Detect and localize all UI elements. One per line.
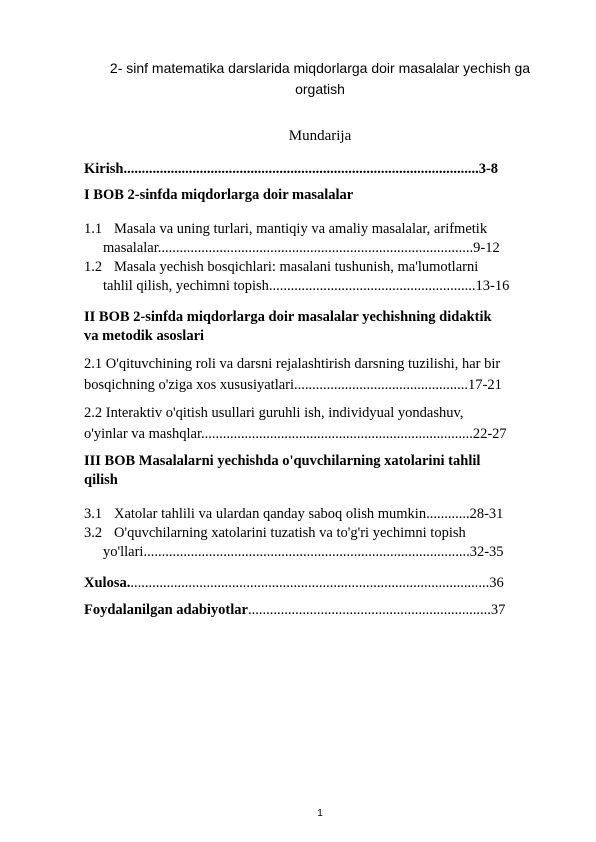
document-title: 2- sinf matematika darslarida miqdorlarga doir masalalar yechish ga orgatish: [109, 60, 531, 97]
toc-entry-1-1-cont: masalalar.......................................................................................9-12: [103, 240, 500, 256]
toc-entry-1-2-text: Masala yechish bosqichlari: masalani tushunish, ma'lumotlarni: [114, 259, 479, 275]
page-number: 1: [317, 808, 323, 819]
toc-entry-1-1-text: Masala va uning turlari, mantiqiy va amaliy masalalar, arifmetik: [114, 221, 488, 237]
toc-entry-conclusion: [84, 574, 504, 593]
toc-entry-1-1-number: 1.1: [84, 221, 103, 237]
toc-entry-1-2-number: 1.2: [84, 259, 103, 275]
toc-entry-3-2-cont: yo'llari..........................................................................................32-35: [103, 544, 504, 560]
toc-entry-1-1: [84, 220, 487, 239]
toc-entry-references: [84, 601, 505, 620]
toc-heading: Mundarija: [288, 128, 352, 144]
toc-entry-2-1-cont: bosqichning o'ziga xos xususiyatlari................................................17-21: [84, 377, 502, 393]
toc-entry-3-1-number: 3.1: [84, 506, 103, 522]
toc-entry-3-2: [84, 524, 466, 543]
toc-chapter-2: II BOB 2-sinfda miqdorlarga doir masalalar yechishning didaktik: [84, 309, 492, 325]
toc-entry-references-leader: ...................................................................37: [247, 602, 506, 618]
toc-chapter-3-cont: qilish: [84, 472, 118, 488]
toc-entry-conclusion-label: Xulosa.: [84, 575, 131, 591]
toc-entry-1-2: [84, 258, 478, 277]
toc-entry-1-2-cont: tahlil qilish, yechimni topish.........................................................13-16: [103, 278, 510, 294]
toc-entry-3-1-text: Xatolar tahlili va ulardan qanday saboq olish mumkin............28-31: [114, 506, 504, 522]
toc-entry-2-2: 2.2 Interaktiv o'qitish usullari guruhli ish, individyual yondashuv,: [84, 405, 464, 421]
toc-chapter-1: I BOB 2-sinfda miqdorlarga doir masalalar: [84, 187, 354, 203]
toc-entry-2-2-cont: o'yinlar va mashqlar...........................................................................22-27: [84, 426, 507, 442]
toc-entry-intro: Kirish..................................................................................................3-8: [84, 161, 499, 177]
toc-entry-2-1: 2.1 O'qituvchining roli va darsni rejalashtirish darsning tuzilishi, har bir: [84, 356, 501, 372]
toc-entry-conclusion-leader: ...................................................................................................36: [130, 575, 504, 591]
toc-entry-3-1: [84, 505, 503, 524]
toc-entry-references-label: Foydalanilgan adabiyotlar: [84, 602, 248, 618]
toc-chapter-3: III BOB Masalalarni yechishda o'quvchilarning xatolarini tahlil: [84, 453, 481, 469]
toc-entry-3-2-number: 3.2: [84, 525, 103, 541]
toc-entry-3-2-text: O'quvchilarning xatolarini tuzatish va to'g'ri yechimni topish: [114, 525, 466, 541]
toc-chapter-2-cont: va metodik asoslari: [84, 328, 205, 344]
